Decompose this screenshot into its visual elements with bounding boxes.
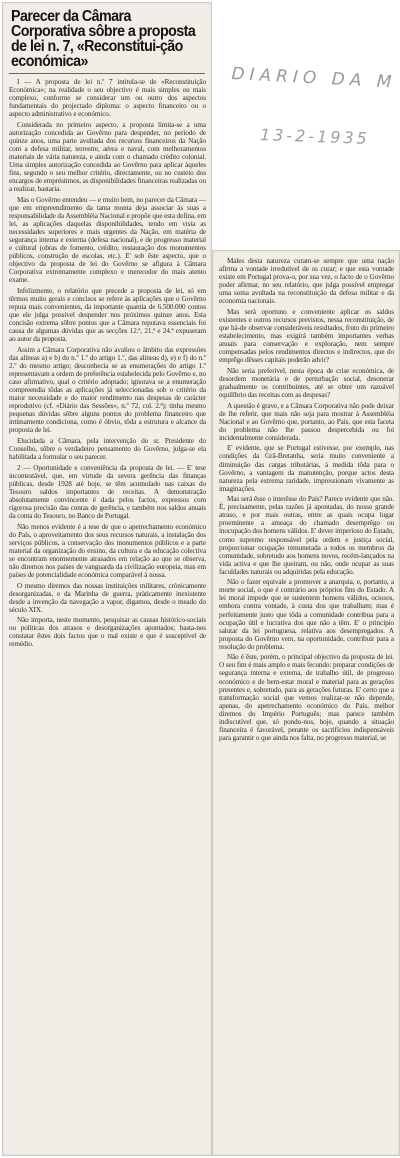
paragraph: Não seria preferível, nesta época de crise económica, de desordem monetária e de perturbação social, desonerar gradualmente os contribuintes, até se obter um razoável equilíbrio das receitas com as despesas? [219, 366, 394, 399]
paragraph: Não menos evidente é a tese de que o apetrechamento económico do País, o aproveitamento dos seus recursos naturais, a instalação dos serviços públicos, a conservação dos monumentos públicos e a parte material da organização do ensino, da cultura e da educação colectiva se encontram enormemente atrasados em relação ao que se observa, não diremos nos países de vanguarda da civilização europeia, mas em países de potencialidade económica comparável à nossa. [9, 522, 206, 579]
paragraph: Assim a Câmara Corporativa não avaliou o âmbito das expressões das alíneas a) e b) do n.º 1.º do artigo 1.º, das alíneas d), e) e f) do n.º 2.º do mesmo artigo; desconhecia se as enumerações do artigo 1.º representavam a ordem de preferência estabelecida pelo Govêrno e, no caso afirmativo, qual o critério adoptado; ignorava se a enumeração compreendia tôdas as aplicações já seleccionadas sob o critério da maior necessidade e do maior rendimento nas despesas de carácter reprodutivo (cf. «Diário das Sessões», n.º 72, col. 2.ª); tinha mesmo pequenas dúvidas sôbre alguns pontos do problema financeiro que intimamente condiciona, como é óbvio, tôda a estrutura e alcance da proposta de lei. [9, 345, 206, 435]
paragraph: E' evidente, que se Portugal estivesse, por exemplo, nas condições da Grã-Bretanha, seria muito conveniente a diminuição das cargas tributárias, à medida tôda para o Govêrno, a vantagem da manutenção, porque actos desta natureza pela extrema raridade, impressionam vivamente as imaginações. [219, 444, 394, 493]
paragraph: Mas será oportuno e conveniente aplicar os saldos existentes e outros recursos previstos, nessa reconstituição, de que há-de observar consideráveis resultados, fruto do primeiro estabelecimento, mas exigirá também importantes verbas anuais para conservação e exploração, nem sempre compensadas pelos rendimentos directos e indirectos, que do emprêgo dêsses capitais poderão advir? [219, 307, 394, 365]
paragraph: Não o fazer equivale a promover a anarquia, e, portanto, a morte social, o que é contrário aos próprios fins do Estado. A lei moral impede que se sustentem homens válidos, ociosos, embora contra vontade, à custa dos que trabalham; mas é perfeitamente justo que tôda a comunidade contribua para a ocupação útil e lucrativa dos que não a têm. E' o princípio salutar da lei portuguesa, relativa aos desempregados. A proposta do Govêrno vem, na oportunidade, contribuir para a resolução do problema. [219, 578, 394, 651]
headline-divider [9, 73, 205, 74]
paragraph: 2 — Oportunidade e conveniência da proposta de lei. — E' tese incontestável, que, em virtude da severa gerência das finanças públicas, desde 1928 até hoje, se têm acumulado nas caixas do Tesouro saldos importantes de receitas. A demonstração absolutamente convincente é dada pelos factos, expressos com rigorosa precisão das contas de gerência, e também nos saldos anuais da conta do Tesouro, no Banco de Portugal. [9, 463, 206, 520]
paragraph: Mas será êsse o interêsse do País? Parece evidente que não. É, precisamente, pelas razões já apontadas, do nosso grande atraso, e por mais outras, entre as quais ocupa lugar proeminente a ameaça do chamado desemprêgo ou inocupação dos homens válidos. E' dever imperioso do Estado, como supremo responsável pela ordem e justiça social, proporcionar ocupação remunerada a todos os membros da comunidade, sobretudo aos homens novos, recém-lançados na vida activa e que lhe queiram, ou não, onde ocupar as suas faculdades naturais ou adquiridas pela educação. [219, 495, 394, 576]
paragraph: A questão é grave, e a Câmara Corporativa não pode deixar de lhe referir, que mais não seja para mostrar à Assembléia Nacional e ao Govêrno que, portanto, ao País, que esta faceta do problema não lhe passou despercebida ou foi incidentalmente considerada. [219, 401, 394, 442]
article-body-left [9, 78, 206, 649]
article-clipping-column-1 [2, 2, 212, 1156]
article-clipping-column-2 [212, 250, 400, 1156]
paragraph: Considerada no primeiro aspecto, a proposta limita-se a uma autorização concedida ao Govêrno para despender, no período de quinze anos, uma parte avultada dos recursos financeiros da Nação com a defesa militar, terrestre, aérea e naval, com melhoramentos materiais de vária natureza, e ainda com o chamado crédito colonial. Uma simples autorização concedida ao Govêrno para aplicar àqueles fins, segundo o seu melhor critério, directamente, ou no custeio dos encargos de empréstimos, as disponibilidades financeiras realizadas ou a realizar, bastaria. [9, 120, 206, 194]
article-body-right [219, 257, 394, 742]
handwritten-source-note: DIARIO DA M [230, 64, 397, 93]
paragraph: Infelizmente, o relatório que precede a proposta de lei, só em têrmos muito gerais e concisos se refere às aplicações que o Govêrno reputa mais convenientes, da importante quantia de 6.500.000 contos que ele julga possível despender nos próximos quinze anos. Esta concisão extrema sôbre pontos que a Câmara reputava essenciais foi causa de algumas dúvidas que as secções 12.ª, 21.ª e 24.ª expuseram ao autor da proposta. [9, 286, 206, 344]
article-headline: Parecer da Câmara Corporativa sôbre a proposta de lei n. 7, «Reconstitui-ção económica» [11, 8, 196, 70]
paragraph: Males desta natureza curam-se sempre que uma nação afirma a vontade irredutível de os curar; e que esta vontade existe em Portugal prova-o, por sua vez, o facto de o Govêrno poder afirmar, no seu relatório, que julga possível empregar uma soma avultada na reconstituição da defesa militar e da economia nacionais. [219, 257, 394, 306]
paragraph: Mas o Govêrno entendeu — e muito bem, no parecer da Câmara — que em empreendimento da tanta monta deja associar às suas a responsabilidade da Assembléia Nacional e propõe que esta defina, em lei, as aplicações daquelas disponibilidades, tendo em vista as necessidades superiores e mais urgentes da Nação, em matéria de segurança interna e externa (defesa nacional), e de progresso material e cultural (obras de fomento, crédito, restauração dos monumentos públicos, construção de escolas, etc.). E' sob êste aspecto, que o objectivo da proposta de lei do Govêrno se afigura à Câmara Corporativa extremamente complexo e merecedor do mais atento exame. [9, 195, 206, 285]
paragraph: I — A proposta de lei n.º 7 intitula-se de «Reconstituição Económica»; na realidade o seu objectivo é mais simples ou mais complexo, conforme se considerar um ou outro dos aspectos fundamentais do projectado diploma: o aspecto financeiro ou o aspecto administrativo e económico. [9, 78, 206, 119]
paragraph: Elucidada a Câmara, pela intervenção do sr. Presidente do Conselho, sôbre o verdadeiro pensamento do Govêrno, julga-se ela habilitada a formular o seu parecer. [9, 436, 206, 462]
paragraph: Não importa, neste momento, pesquisar as causas histórico-sociais ou políticas dos atrasos e desorganizações apontados; basta-nos constatar êstes dois factos que o mal existe e que é susceptível de remédio. [9, 616, 206, 649]
paragraph: O mesmo diremos das nossas instituições militares, crònicamente desorganizadas, e da Marinha de guerra, pràticamente inexistente desde a invenção da navegação a vapor, digamos, desde o meado do século XIX. [9, 581, 206, 614]
handwritten-date-note: 13-2-1935 [259, 125, 371, 148]
paragraph: Não é êste, porém, o principal objectivo da proposta de lei. O seu fim é mais amplo e mais fecundo: preparar condições de segurança interna e externa, de trabalho útil, de progresso económico e de bem-estar moral e material para as gerações presentes e, sobretudo, para as gerações futuras. E' certo que a transformação social que vemos realizar-se não depende, apenas, do apetrechamento económico do País, melhor diremos do Império Português; mas parece também indiscutível que, só pondo-nos, hoje, quando a situação financeira é favorável, perante os sacrifícios indispensáveis para garantir o que ainda nos falta, no progresso material, se [219, 653, 394, 742]
